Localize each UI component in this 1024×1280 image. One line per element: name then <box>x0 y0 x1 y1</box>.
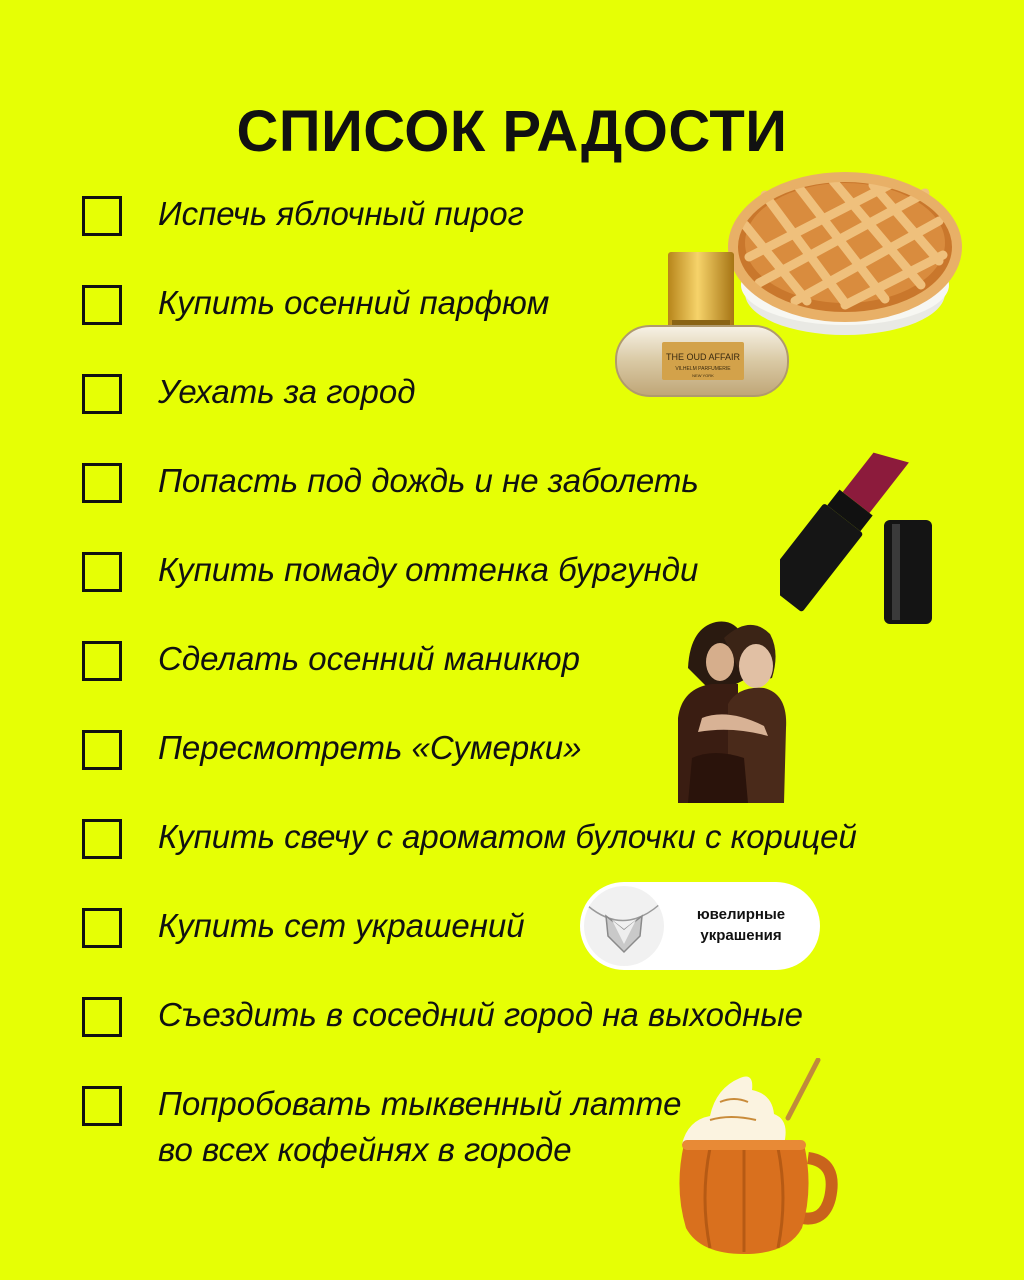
checkbox[interactable] <box>82 908 122 948</box>
item-label: Пересмотреть «Сумерки» <box>158 729 582 766</box>
checkbox[interactable] <box>82 997 122 1037</box>
perfume-city: NEW YORK <box>692 373 714 378</box>
perfume-brand: VILHELM PARFUMERIE <box>675 366 731 372</box>
checkbox[interactable] <box>82 730 122 770</box>
checkbox[interactable] <box>82 463 122 503</box>
item-label: Купить помаду оттенка бургунди <box>158 551 699 588</box>
checkbox[interactable] <box>82 1086 122 1126</box>
checkbox[interactable] <box>82 552 122 592</box>
checkbox[interactable] <box>82 374 122 414</box>
jewelry-tag <box>580 882 820 970</box>
pumpkin-latte-icon <box>670 1058 840 1254</box>
checkbox[interactable] <box>82 641 122 681</box>
jewelry-thumbnail <box>584 886 664 966</box>
item-label: Сделать осенний маникюр <box>158 640 580 677</box>
item-label <box>158 1081 682 1173</box>
jewelry-tag-label <box>676 904 806 946</box>
couple-photo-icon <box>668 608 793 803</box>
jewelry-tag-line: ювелирные <box>696 906 786 923</box>
item-label-line: во всех кофейнях в городе <box>158 1131 572 1168</box>
perfume-bottle-icon <box>612 250 792 400</box>
checkbox[interactable] <box>82 285 122 325</box>
item-label: Попасть под дождь и не заболеть <box>158 462 699 499</box>
item-label: Купить сет украшений <box>158 907 525 944</box>
checkbox[interactable] <box>82 819 122 859</box>
lipstick-icon <box>780 428 940 628</box>
item-label: Купить осенний парфюм <box>158 284 550 321</box>
item-label: Съездить в соседний город на выходные <box>158 996 803 1033</box>
checkbox[interactable] <box>82 196 122 236</box>
necklace-icon <box>584 886 664 966</box>
item-label: Купить свечу с ароматом булочки с корицей <box>158 818 857 855</box>
jewelry-tag-line: украшения <box>700 927 782 944</box>
item-label: Уехать за город <box>158 373 416 410</box>
perfume-name: THE OUD AFFAIR <box>665 352 741 362</box>
item-label: Испечь яблочный пирог <box>158 195 524 232</box>
item-label-line: Попробовать тыквенный латте <box>158 1085 682 1122</box>
page-title: СПИСОК РАДОСТИ <box>236 98 788 164</box>
